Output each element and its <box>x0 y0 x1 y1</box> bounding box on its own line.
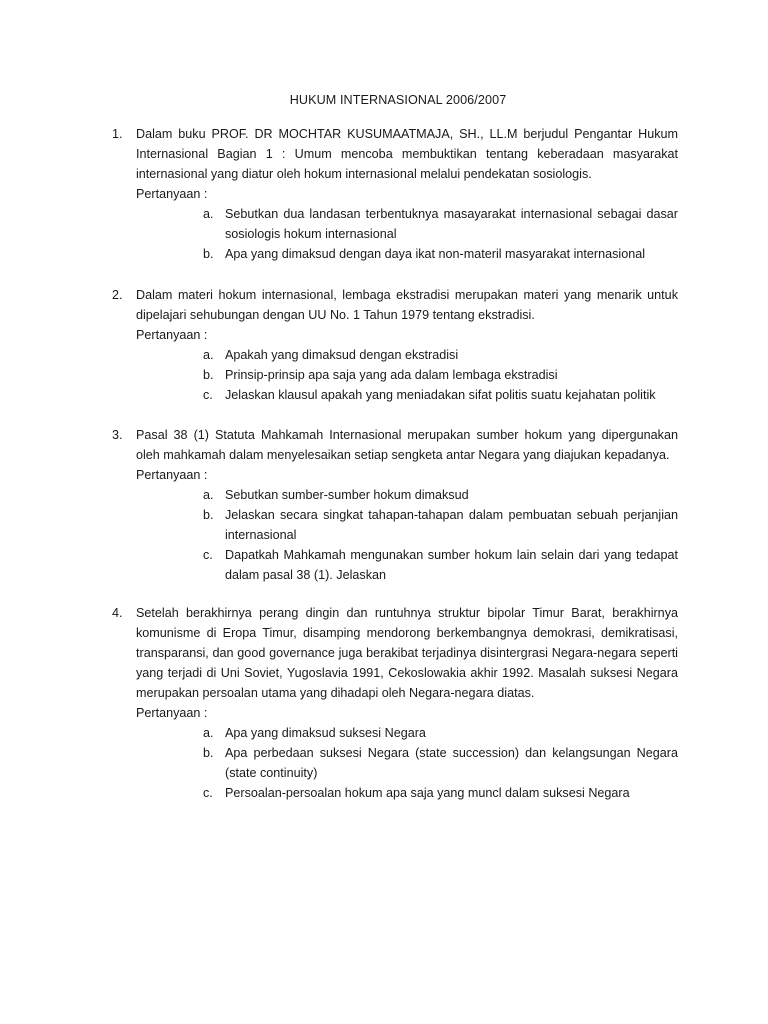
sub-letter: b. <box>203 746 214 760</box>
question-3 <box>112 425 678 585</box>
sub-question <box>203 743 678 783</box>
sub-letter: b. <box>203 368 214 382</box>
question-4 <box>112 603 678 803</box>
sub-letter: a. <box>203 488 214 502</box>
question-text: Setelah berakhirnya perang dingin dan runtuhnya struktur bipolar Timur Barat, berakhirnya komunisme di Eropa Timur, disamping mendorong berkembangnya demokrasi, demikratisasi, transparansi, dan good governance juga berakibat terjadinya disintergrasi Negara-negara seperti yang terjadi di Uni Soviet, Yugoslavia 1991, Cekoslowakia akhir 1992. Masalah suksesi Negara merupakan persoalan utama yang dihadapi oleh Negara-negara diatas. <box>136 606 678 700</box>
sub-text: Persoalan-persoalan hokum apa saja yang muncl dalam suksesi Negara <box>225 786 630 800</box>
sub-text: Sebutkan dua landasan terbentuknya masayarakat internasional sebagai dasar sosiologis hokum internasional <box>225 207 678 241</box>
question-label: Pertanyaan : <box>136 468 208 482</box>
question-text: Pasal 38 (1) Statuta Mahkamah Internasional merupakan sumber hokum yang dipergunakan oleh mahkamah dalam menyelesaikan setiap sengketa antar Negara yang diajukan kepadanya. <box>136 428 678 462</box>
sub-question <box>203 244 678 264</box>
sub-question <box>203 485 678 505</box>
sub-question <box>203 783 678 803</box>
sub-letter: a. <box>203 207 214 221</box>
sub-question <box>203 365 678 385</box>
sub-letter: c. <box>203 786 213 800</box>
sub-question <box>203 723 678 743</box>
sub-text: Apa yang dimaksud suksesi Negara <box>225 726 426 740</box>
sub-letter: c. <box>203 548 213 562</box>
question-1 <box>112 124 678 264</box>
question-label: Pertanyaan : <box>136 187 208 201</box>
sub-question <box>203 545 678 585</box>
question-number: 4. <box>112 606 123 620</box>
sub-text: Sebutkan sumber-sumber hokum dimaksud <box>225 488 469 502</box>
question-text: Dalam buku PROF. DR MOCHTAR KUSUMAATMAJA, SH., LL.M berjudul Pengantar Hukum Internasional Bagian 1 : Umum mencoba membuktikan tentang keberadaan masyarakat internasional yang diatur oleh hokum internasional melalui pendekatan sosiologis. <box>136 127 678 181</box>
sub-text: Apakah yang dimaksud dengan ekstradisi <box>225 348 459 362</box>
sub-letter: a. <box>203 348 214 362</box>
question-text: Dalam materi hokum internasional, lembaga ekstradisi merupakan materi yang menarik untuk dipelajari sehubungan dengan UU No. 1 Tahun 1979 tentang ekstradisi. <box>136 288 678 322</box>
question-number: 3. <box>112 428 123 442</box>
sub-question <box>203 385 678 405</box>
question-number: 2. <box>112 288 123 302</box>
question-label: Pertanyaan : <box>136 328 208 342</box>
sub-text: Jelaskan secara singkat tahapan-tahapan dalam pembuatan sebuah perjanjian internasional <box>225 508 678 542</box>
sub-text: Apa yang dimaksud dengan daya ikat non-materil masyarakat internasional <box>225 247 646 261</box>
sub-letter: a. <box>203 726 214 740</box>
sub-question <box>203 204 678 244</box>
question-number: 1. <box>112 127 123 141</box>
question-2 <box>112 285 678 405</box>
sub-question <box>203 505 678 545</box>
sub-text: Apa perbedaan suksesi Negara (state succession) dan kelangsungan Negara (state continuity) <box>225 746 678 780</box>
document-title: HUKUM INTERNASIONAL 2006/2007 <box>289 93 507 107</box>
sub-letter: c. <box>203 388 213 402</box>
question-label: Pertanyaan : <box>136 706 208 720</box>
sub-text: Prinsip-prinsip apa saja yang ada dalam lembaga ekstradisi <box>225 368 558 382</box>
sub-text: Jelaskan klausul apakah yang meniadakan sifat politis suatu kejahatan politik <box>225 388 656 402</box>
sub-text: Dapatkah Mahkamah mengunakan sumber hokum lain selain dari yang tedapat dalam pasal 38 (1). Jelaskan <box>225 548 678 582</box>
sub-letter: b. <box>203 247 214 261</box>
sub-letter: b. <box>203 508 214 522</box>
sub-question <box>203 345 678 365</box>
